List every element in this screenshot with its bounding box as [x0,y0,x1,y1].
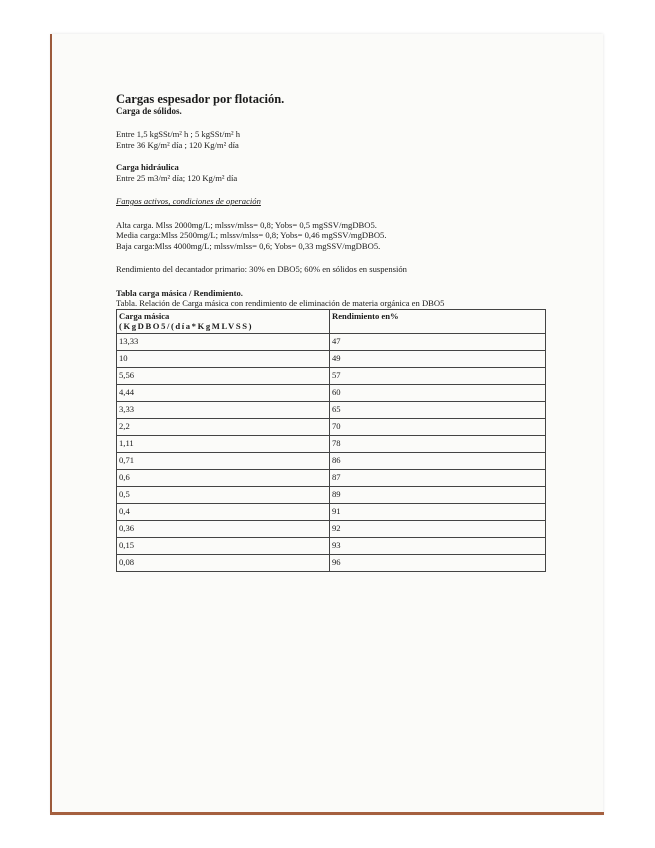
document-content [116,92,546,572]
table-row [117,469,546,486]
table-row [117,435,546,452]
table-cell-mass-load: 0,5 [117,486,330,503]
table-cell-mass-load: 4,44 [117,384,330,401]
sludge-line-1: Alta carga. Mlss 2000mg/L; mlssv/mlss= 0,8; Yobs= 0,5 mgSSV/mgDBO5. [116,219,377,230]
table-header-row [117,309,546,333]
activated-sludge-heading: Fangos activos, condiciones de operación [116,196,261,206]
table-row [117,520,546,537]
solids-line-2: Entre 36 Kg/m² día ; 120 Kg/m² día [116,139,239,150]
table-cell-yield: 78 [330,435,546,452]
table-caption: Tabla. Relación de Carga másica con rendimiento de eliminación de materia orgánica en DBO5 [116,298,445,308]
table-cell-yield: 57 [330,367,546,384]
load-yield-table [116,309,546,572]
table-cell-mass-load: 1,11 [117,435,330,452]
table-cell-mass-load: 0,4 [117,503,330,520]
page-edge-left [50,34,52,814]
table-cell-mass-load: 0,36 [117,520,330,537]
table-cell-mass-load: 3,33 [117,401,330,418]
solids-heading: Carga de sólidos. [116,106,182,116]
hydraulic-line-1: Entre 25 m3/m² día; 120 Kg/m² día [116,172,238,183]
table-row [117,418,546,435]
table-row [117,452,546,469]
table-row [117,367,546,384]
table-cell-yield: 93 [330,537,546,554]
table-cell-mass-load: 0,71 [117,452,330,469]
table-cell-yield: 91 [330,503,546,520]
table-cell-mass-load: 13,33 [117,333,330,350]
sludge-line-2: Media carga:Mlss 2500mg/L; mlssv/mlss= 0,8; Yobs= 0,46 mgSSV/mgDBO5. [116,230,387,240]
table-cell-yield: 89 [330,486,546,503]
primary-yield-line: Rendimiento del decantador primario: 30% en DBO5; 60% en sólidos en suspensión [116,264,407,274]
table-row [117,503,546,520]
table-cell-yield: 92 [330,520,546,537]
table-cell-yield: 60 [330,384,546,401]
table-row [117,486,546,503]
table-row [117,333,546,350]
table-header-col1-units: (KgDBO5/(día*KgMLVSS) [119,321,254,331]
table-cell-yield: 49 [330,350,546,367]
page-edge-bottom [50,812,604,815]
table-cell-yield: 86 [330,452,546,469]
table-cell-mass-load: 10 [117,350,330,367]
table-row [117,384,546,401]
table-cell-yield: 87 [330,469,546,486]
table-cell-yield: 47 [330,333,546,350]
table-header-yield: Rendimiento en% [330,309,546,333]
table-row [117,554,546,571]
table-cell-mass-load: 0,15 [117,537,330,554]
table-cell-mass-load: 0,6 [117,469,330,486]
document-title: Cargas espesador por flotación. [116,92,285,106]
table-row [117,350,546,367]
table-cell-yield: 65 [330,401,546,418]
table-body [117,333,546,571]
table-row [117,537,546,554]
hydraulic-heading: Carga hidráulica [116,162,179,172]
table-header-mass-load [117,309,330,333]
table-row [117,401,546,418]
table-cell-mass-load: 2,2 [117,418,330,435]
table-heading: Tabla carga másica / Rendimiento. [116,287,243,298]
table-cell-yield: 96 [330,554,546,571]
table-cell-mass-load: 0,08 [117,554,330,571]
sludge-line-3: Baja carga:Mlss 4000mg/L; mlssv/mlss= 0,6; Yobs= 0,33 mgSSV/mgDBO5. [116,240,381,251]
solids-line-1: Entre 1,5 kgSSt/m² h ; 5 kgSSt/m² h [116,129,241,139]
table-cell-yield: 70 [330,418,546,435]
table-header-col1-label: Carga másica [119,310,170,321]
table-cell-mass-load: 5,56 [117,367,330,384]
